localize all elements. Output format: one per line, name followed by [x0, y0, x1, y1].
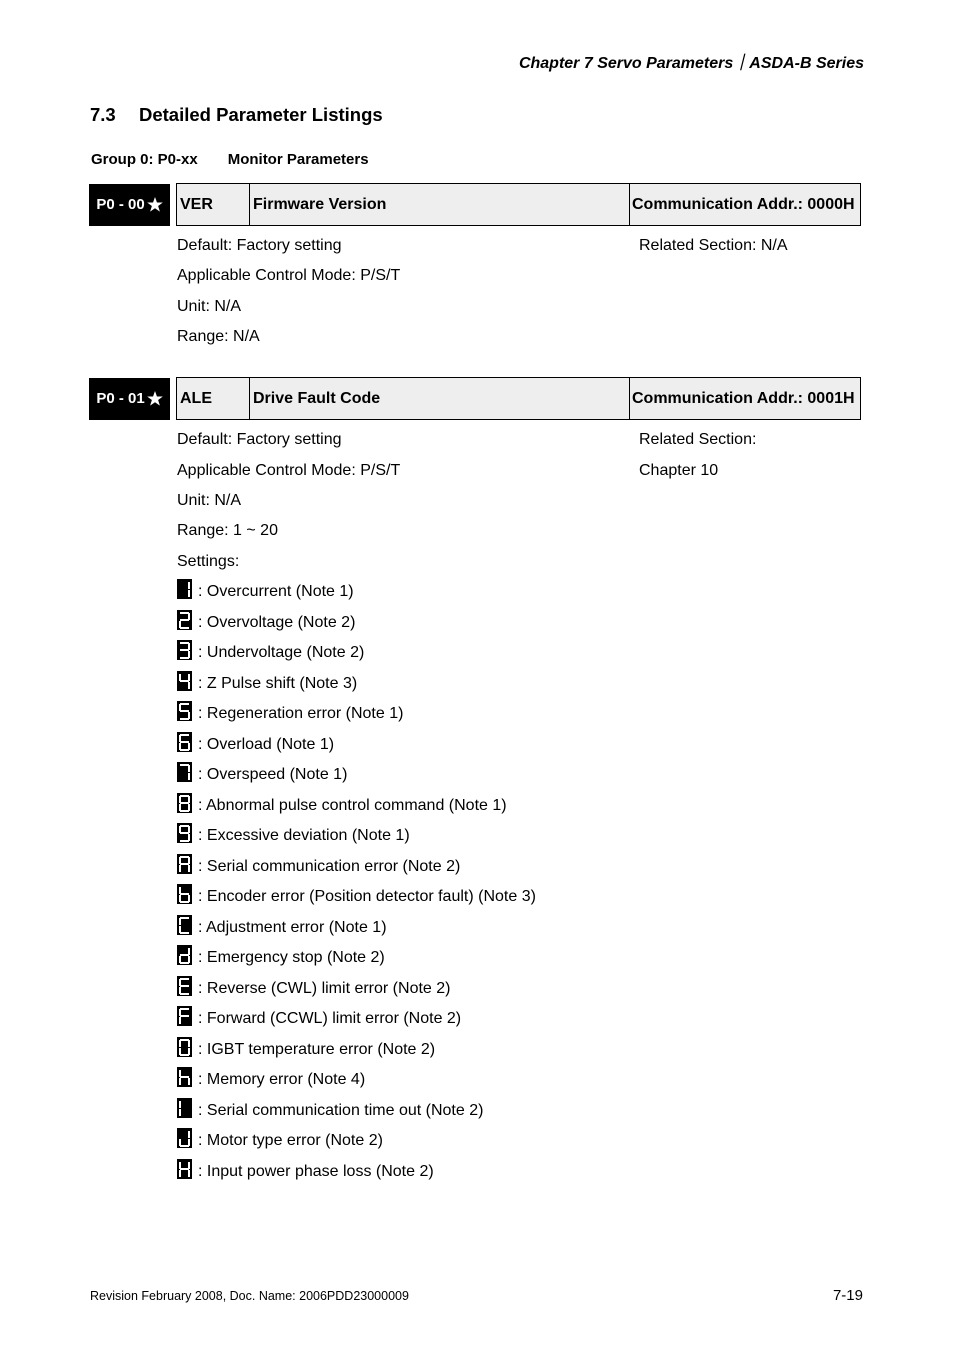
- fault-code-item: [177, 827, 410, 845]
- param-code: VER: [177, 184, 250, 225]
- fault-code-description: : Abnormal pulse control command (Note 1): [198, 797, 507, 814]
- group-name: Monitor Parameters: [227, 151, 369, 168]
- fault-code-item: [177, 1071, 365, 1089]
- param-control-mode: Applicable Control Mode: P/S/T: [177, 462, 401, 479]
- chapter-header: Chapter 7 Servo Parameters｜ASDA-B Series: [518, 55, 864, 72]
- param-name: Firmware Version: [250, 184, 630, 225]
- star-icon: [147, 391, 163, 406]
- fault-code-item: [177, 1041, 435, 1059]
- fault-code-item: [177, 705, 403, 723]
- seven-segment-digit-icon: [177, 732, 192, 752]
- star-icon: [147, 197, 163, 212]
- fault-code-description: : Excessive deviation (Note 1): [198, 827, 410, 844]
- fault-code-item: [177, 675, 357, 693]
- seven-segment-digit-icon: [177, 1037, 192, 1057]
- param-comm-addr: Communication Addr.: 0001H: [632, 389, 855, 407]
- seven-segment-digit-icon: [177, 945, 192, 965]
- fault-code-description: : Memory error (Note 4): [198, 1071, 366, 1088]
- seven-segment-digit-icon: [177, 1098, 192, 1118]
- fault-code-description: : IGBT temperature error (Note 2): [198, 1041, 436, 1058]
- param-tag-label: P0 - 01: [96, 389, 145, 407]
- param-related-chapter: Chapter 10: [639, 462, 719, 479]
- param-header-p0-00: [176, 183, 861, 226]
- settings-label: Settings:: [177, 553, 240, 570]
- param-header-p0-01: [176, 377, 861, 420]
- seven-segment-digit-icon: [177, 640, 192, 660]
- param-name: Drive Fault Code: [250, 378, 630, 419]
- seven-segment-digit-icon: [177, 854, 192, 874]
- fault-code-item: [177, 797, 507, 815]
- section-title: [90, 104, 383, 126]
- param-control-mode: Applicable Control Mode: P/S/T: [177, 267, 401, 284]
- seven-segment-digit-icon: [177, 915, 192, 935]
- group-id: Group 0: P0-xx: [91, 151, 198, 168]
- fault-code-description: : Encoder error (Position detector fault) (Note 3): [198, 888, 536, 905]
- fault-code-item: [177, 888, 536, 906]
- param-unit: Unit: N/A: [177, 298, 242, 315]
- fault-code-description: : Z Pulse shift (Note 3): [198, 675, 358, 692]
- section-title-text: Detailed Parameter Listings: [139, 104, 383, 125]
- footer-revision: Revision February 2008, Doc. Name: 2006PDD23000009: [90, 1289, 409, 1303]
- fault-code-item: [177, 980, 450, 998]
- param-default: Default: Factory setting: [177, 431, 342, 448]
- seven-segment-digit-icon: [177, 762, 192, 782]
- param-tag-p0-01: [89, 378, 170, 420]
- seven-segment-digit-icon: [177, 884, 192, 904]
- page-number: 7-19: [832, 1287, 863, 1304]
- seven-segment-digit-icon: [177, 823, 192, 843]
- fault-code-item: [177, 1132, 383, 1150]
- fault-code-description: : Adjustment error (Note 1): [198, 919, 387, 936]
- seven-segment-digit-icon: [177, 1159, 192, 1179]
- fault-code-item: [177, 858, 460, 876]
- fault-code-description: : Serial communication error (Note 2): [198, 858, 461, 875]
- fault-code-description: : Reverse (CWL) limit error (Note 2): [198, 980, 451, 997]
- fault-code-item: [177, 949, 385, 967]
- fault-code-item: [177, 583, 354, 601]
- param-comm-addr: Communication Addr.: 0000H: [632, 195, 855, 213]
- param-related-section: Related Section:: [639, 431, 757, 448]
- fault-code-item: [177, 766, 347, 784]
- fault-code-item: [177, 614, 355, 632]
- param-code: ALE: [177, 378, 250, 419]
- seven-segment-digit-icon: [177, 1128, 192, 1148]
- fault-code-description: : Overvoltage (Note 2): [198, 614, 356, 631]
- fault-code-item: [177, 1010, 461, 1028]
- seven-segment-digit-icon: [177, 579, 192, 599]
- seven-segment-digit-icon: [177, 671, 192, 691]
- seven-segment-digit-icon: [177, 976, 192, 996]
- fault-code-description: : Forward (CCWL) limit error (Note 2): [198, 1010, 462, 1027]
- fault-code-item: [177, 1102, 483, 1120]
- param-tag-label: P0 - 00: [96, 195, 145, 213]
- fault-code-description: : Undervoltage (Note 2): [198, 644, 365, 661]
- seven-segment-digit-icon: [177, 701, 192, 721]
- fault-code-description: : Input power phase loss (Note 2): [198, 1163, 434, 1180]
- fault-code-description: : Motor type error (Note 2): [198, 1132, 383, 1149]
- fault-code-description: : Serial communication time out (Note 2): [198, 1102, 484, 1119]
- fault-code-description: : Overspeed (Note 1): [198, 766, 348, 783]
- fault-code-description: : Emergency stop (Note 2): [198, 949, 385, 966]
- fault-code-description: : Overload (Note 1): [198, 736, 335, 753]
- group-label: [91, 151, 369, 168]
- section-number: 7.3: [90, 104, 116, 125]
- fault-code-item: [177, 1163, 434, 1181]
- fault-code-item: [177, 736, 334, 754]
- seven-segment-digit-icon: [177, 793, 192, 813]
- param-related-section: Related Section: N/A: [639, 237, 788, 254]
- seven-segment-digit-icon: [177, 1006, 192, 1026]
- param-default: Default: Factory setting: [177, 237, 342, 254]
- param-range: Range: N/A: [177, 328, 260, 345]
- seven-segment-digit-icon: [177, 610, 192, 630]
- param-unit: Unit: N/A: [177, 492, 242, 509]
- param-range: Range: 1 ~ 20: [177, 522, 278, 539]
- fault-code-description: : Regeneration error (Note 1): [198, 705, 404, 722]
- fault-code-item: [177, 919, 387, 937]
- fault-code-description: : Overcurrent (Note 1): [198, 583, 354, 600]
- fault-code-item: [177, 644, 364, 662]
- param-tag-p0-00: [89, 184, 170, 226]
- seven-segment-digit-icon: [177, 1067, 192, 1087]
